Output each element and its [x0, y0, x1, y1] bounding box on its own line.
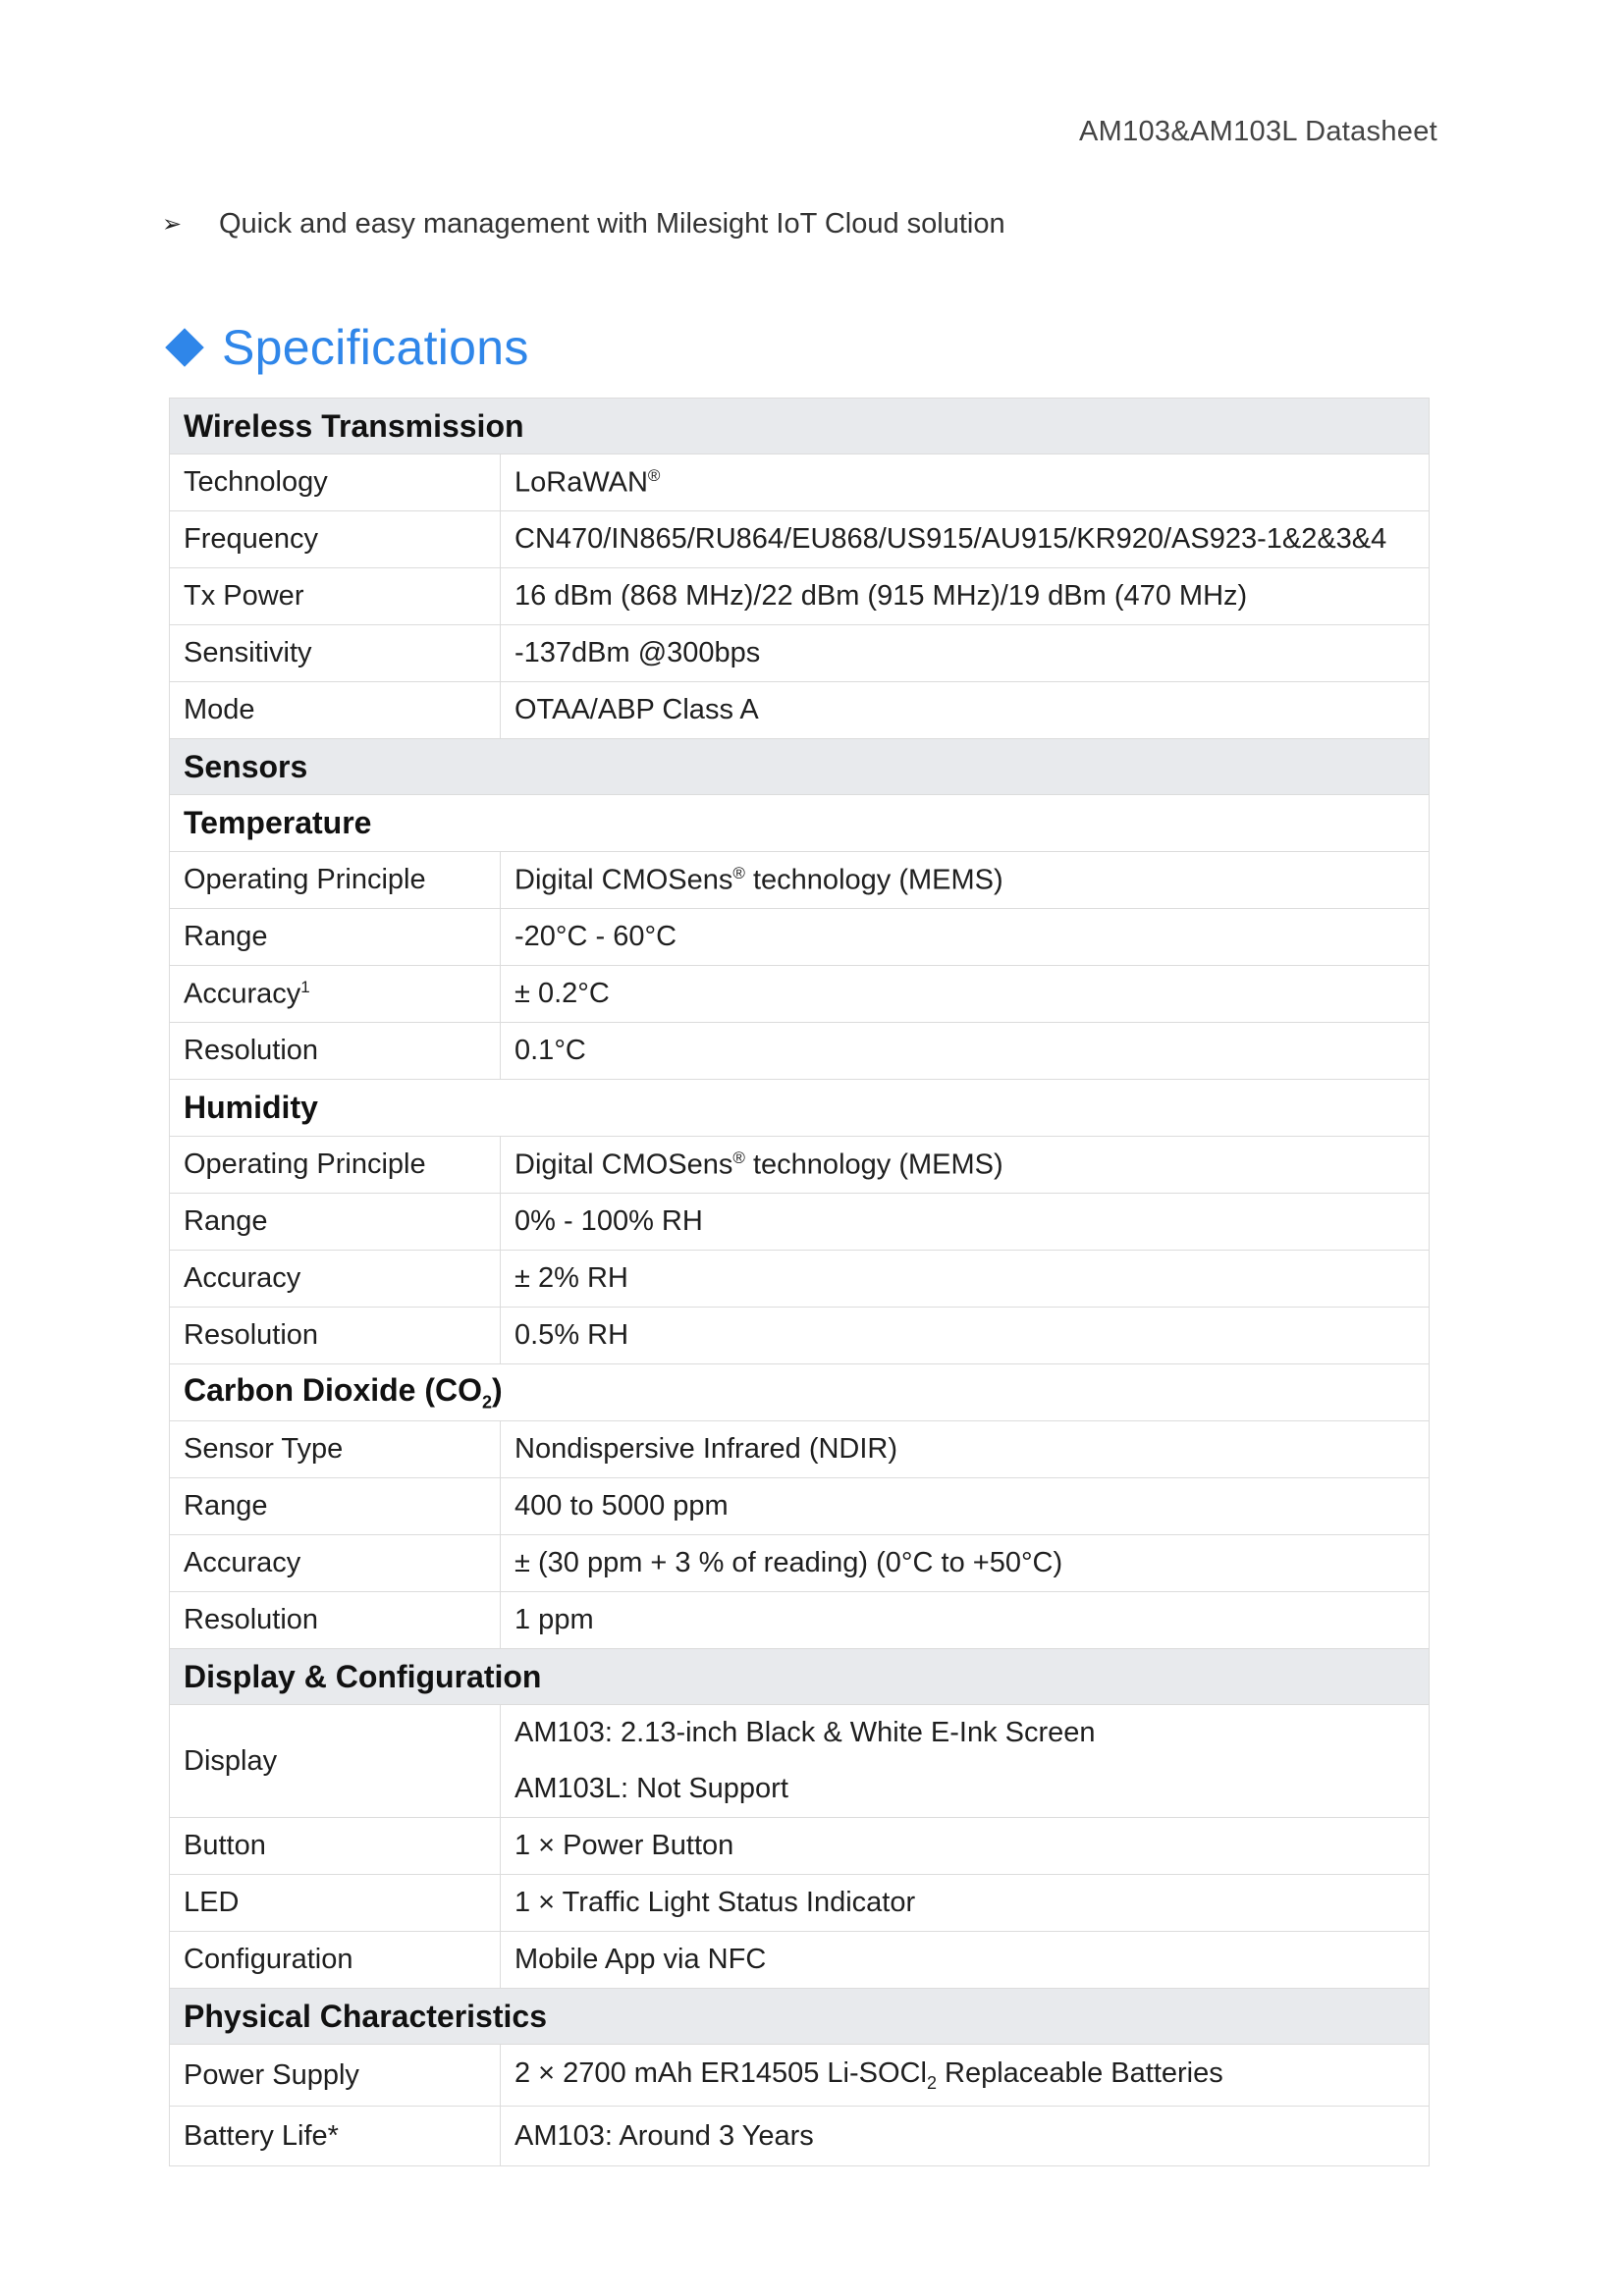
table-row: [170, 1023, 1430, 1080]
spec-label: Operating Principle: [170, 852, 501, 909]
spec-label: Accuracy: [170, 1251, 501, 1308]
spec-value: CN470/IN865/RU864/EU868/US915/AU915/KR920/AS923-1&2&3&4: [501, 511, 1430, 568]
table-row: [170, 966, 1430, 1023]
spec-label: LED: [170, 1875, 501, 1932]
spec-label: Battery Life*: [170, 2107, 501, 2166]
spec-value: 2 × 2700 mAh ER14505 Li-SOCl$_2$ Replaceable Batteries: [501, 2045, 1430, 2107]
group-title: Display & Configuration: [170, 1649, 1430, 1705]
subgroup-row-temperature: [170, 795, 1430, 852]
subgroup-row-co2: [170, 1364, 1430, 1421]
spec-label: Operating Principle: [170, 1137, 501, 1194]
spec-label: Accuracy$^1$: [170, 966, 501, 1023]
spec-value: 0.1°C: [501, 1023, 1430, 1080]
spec-value: Mobile App via NFC: [501, 1932, 1430, 1989]
intro-bullet: [162, 208, 1005, 240]
spec-value-line: AM103L: Not Support: [514, 1773, 788, 1804]
table-row: [170, 1308, 1430, 1364]
spec-value: 1 × Traffic Light Status Indicator: [501, 1875, 1430, 1932]
spec-value: OTAA/ABP Class A: [501, 682, 1430, 739]
table-row: [170, 2045, 1430, 2107]
table-row: [170, 1478, 1430, 1535]
subgroup-title: Temperature: [170, 795, 1430, 852]
group-title: Wireless Transmission: [170, 399, 1430, 454]
registered-mark: ®: [732, 1148, 745, 1167]
spec-value: Digital CMOSens® technology (MEMS): [501, 1137, 1430, 1194]
diamond-icon: [165, 328, 204, 367]
spec-label: Resolution: [170, 1308, 501, 1364]
spec-label: Display: [170, 1705, 501, 1818]
spec-value: Digital CMOSens® technology (MEMS): [501, 852, 1430, 909]
table-row: [170, 625, 1430, 682]
table-row: [170, 1932, 1430, 1989]
table-row: [170, 852, 1430, 909]
intro-bullet-text: Quick and easy management with Milesight IoT Cloud solution: [219, 208, 1005, 240]
table-row: [170, 909, 1430, 966]
arrow-bullet-icon: ➢: [162, 211, 183, 238]
spec-value: LoRaWAN®: [501, 454, 1430, 511]
subgroup-title: Humidity: [170, 1080, 1430, 1137]
registered-mark: ®: [732, 863, 745, 882]
group-row-display-config: [170, 1649, 1430, 1705]
spec-label: Sensor Type: [170, 1421, 501, 1478]
table-row: [170, 1818, 1430, 1875]
table-row: [170, 1535, 1430, 1592]
spec-label: Technology: [170, 454, 501, 511]
table-row: [170, 511, 1430, 568]
table-row: [170, 1137, 1430, 1194]
spec-value: 400 to 5000 ppm: [501, 1478, 1430, 1535]
subgroup-row-humidity: [170, 1080, 1430, 1137]
subgroup-title: Carbon Dioxide $(CO_2)$: [170, 1364, 1430, 1421]
spec-label: Range: [170, 1194, 501, 1251]
table-row: [170, 1592, 1430, 1649]
spec-label: Resolution: [170, 1023, 501, 1080]
group-row-wireless: [170, 399, 1430, 454]
section-title: Specifications: [222, 320, 529, 375]
group-row-sensors: [170, 739, 1430, 795]
spec-value: -20°C - 60°C: [501, 909, 1430, 966]
spec-value: 1 ppm: [501, 1592, 1430, 1649]
spec-value: ± 0.2°C: [501, 966, 1430, 1023]
spec-label: Mode: [170, 682, 501, 739]
group-row-physical: [170, 1989, 1430, 2045]
footnote-marker: 1: [300, 977, 310, 996]
spec-value: 1 × Power Button: [501, 1818, 1430, 1875]
registered-mark: ®: [647, 465, 661, 485]
table-row: [170, 1875, 1430, 1932]
table-row: [170, 1194, 1430, 1251]
group-title: Sensors: [170, 739, 1430, 795]
spec-label: Range: [170, 1478, 501, 1535]
spec-label: Frequency: [170, 511, 501, 568]
table-row: [170, 1705, 1430, 1818]
group-title: Physical Characteristics: [170, 1989, 1430, 2045]
spec-label: Power Supply: [170, 2045, 501, 2107]
spec-value: 0% - 100% RH: [501, 1194, 1430, 1251]
spec-label: Tx Power: [170, 568, 501, 625]
spec-label: Button: [170, 1818, 501, 1875]
spec-value-line: AM103: 2.13-inch Black & White E-Ink Screen: [514, 1717, 1096, 1748]
specifications-table: [169, 398, 1430, 2166]
table-row: [170, 1421, 1430, 1478]
spec-value: [501, 1705, 1430, 1818]
spec-value: 16 dBm (868 MHz)/22 dBm (915 MHz)/19 dBm (470 MHz): [501, 568, 1430, 625]
spec-value: AM103: Around 3 Years: [501, 2107, 1430, 2166]
spec-label: Range: [170, 909, 501, 966]
spec-value: 0.5% RH: [501, 1308, 1430, 1364]
document-header-title: AM103&AM103L Datasheet: [1078, 116, 1437, 147]
table-row: [170, 2107, 1430, 2166]
table-row: [170, 682, 1430, 739]
table-row: [170, 454, 1430, 511]
section-heading: [165, 319, 529, 376]
spec-label: Resolution: [170, 1592, 501, 1649]
spec-value: ± (30 ppm + 3 % of reading) (0°C to +50°C): [501, 1535, 1430, 1592]
spec-value: -137dBm @300bps: [501, 625, 1430, 682]
spec-label: Sensitivity: [170, 625, 501, 682]
spec-value: ± 2% RH: [501, 1251, 1430, 1308]
spec-label: Configuration: [170, 1932, 501, 1989]
spec-label: Accuracy: [170, 1535, 501, 1592]
table-row: [170, 568, 1430, 625]
spec-value: Nondispersive Infrared (NDIR): [501, 1421, 1430, 1478]
table-row: [170, 1251, 1430, 1308]
